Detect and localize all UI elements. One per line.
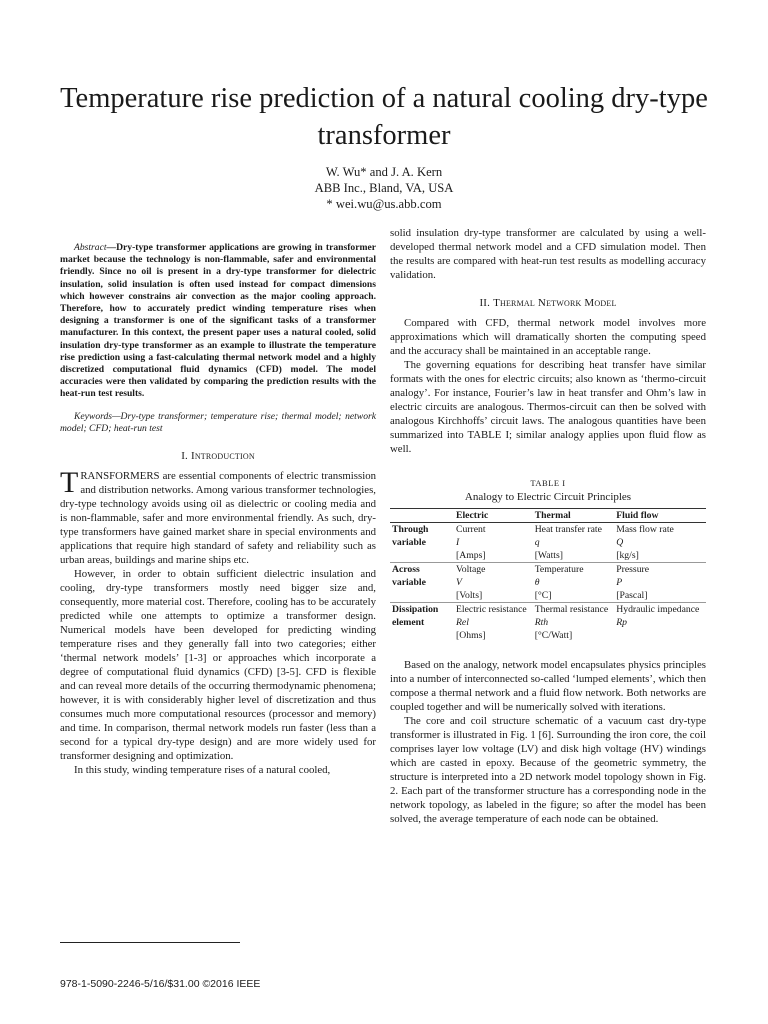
- keywords: Keywords—Dry-type transformer; temperature rise; thermal model; network model; CFD; heat-run test: [60, 410, 376, 434]
- author-email: * wei.wu@us.abb.com: [326, 197, 442, 211]
- thermal-paragraph-3: Based on the analogy, network model encapsulates physics principles into a number of interconnected so-called ‘lumped elements’, which then compose a thermal network and a fluid flow network. Both networks are coupled together and will be numerically solved with iterations.: [390, 659, 706, 713]
- author-block: [0, 164, 768, 212]
- table-header: Electric: [454, 509, 533, 523]
- continued-paragraph: solid insulation dry-type transformer are calculated by using a well-developed thermal network model and a CFD simulation model. Then the results are compared with heat-run test results as modelling accuracy validation.: [390, 227, 706, 281]
- intro-paragraph-2: However, in order to obtain sufficient dielectric insulation and cooling, dry-type transformers mostly need bigger size and, consequently, more material cost. Therefore, cooling has to be accurately predicted while one attempts to optimize a transformer design. Numerical models have been developed for predicting winding temperature rises and they generally fall into two categories; either ‘thermal network models’ [1-3] or approaches which incorporate a degree of computational fluid dynamics (CFD) [3-5]. CFD is flexible and can reveal more details of the occurring thermodynamic phenomena; however, it is with considerably higher level of discretization and thus consumes much more computational resources (processor and memory) and time. In comparison, thermal network models run faster (less than a second for a typical dry-type design) and are more widely used for transformer designing and optimization.: [60, 568, 376, 763]
- footnote-divider: [60, 942, 240, 943]
- table-header: Fluid flow: [614, 509, 706, 523]
- table-cell: Mass flow rate Q [kg/s]: [616, 524, 674, 561]
- thermal-paragraph-4: The core and coil structure schematic of a vacuum cast dry-type transformer is illustrated in Fig. 1 [6]. Surrounding the iron core, the coil comprises layer low voltage (LV) and disk high voltage (HV) windings which are casted in epoxy. Because of the geometric symmetry, the structure is interpreted into a 2D network model topology shown in Fig. 2. Each part of the transformer structure has a corresponding node in the network topology, as labeled in the figure; so after the model has been solved, the average temperature of each node can be obtained.: [390, 715, 706, 825]
- intro-paragraph-3: In this study, winding temperature rises of a natural cooled,: [74, 764, 331, 777]
- author-names: W. Wu* and J. A. Kern: [325, 165, 443, 179]
- table-header: [390, 509, 454, 523]
- table-cell: Current I [Amps]: [456, 524, 486, 561]
- section-number: I.: [181, 450, 189, 463]
- abstract-label: Abstract: [74, 242, 107, 253]
- table-cell: Electric resistance Rel [Ohms]: [456, 604, 527, 641]
- author-affiliation: ABB Inc., Bland, VA, USA: [314, 181, 454, 195]
- intro-paragraph-1-text: RANSFORMERS are essential components of electric transmission and distribution networks. Among various transformer technologies, dry-type technology avoids using oil as dielectric or cooling media and is non-flammable, safer and more environmental friendly. As such, dry-type transformers have gained market share in special environments and applications that require high standard of safety and reliability such as urban areas, buildings and marine ships etc.: [60, 470, 376, 567]
- table-row: [390, 563, 706, 603]
- abstract-text: —Dry-type transformer applications are growing in transformer market because the technology is non-flammable, safer and environmental friendly. Since no oil is present in a dry-type transformer for dielectric insulation, solid insulation is often used instead for compact dimensions which however constrains air convection as the major cooling approach. Therefore, how to accurately predict winding temperature rises when designing a transformer is one of the significant tasks of a transformer manufacturer. In this context, the present paper uses a natural cooled, solid insulation dry-type transformer as an example to illustrate the temperature rise prediction using a fast-calculating thermal network model and a highly discretized computational fluid dynamics (CFD) model. The model accuracies were then validated by comparing the prediction results with the heat-run test results.: [60, 242, 376, 400]
- intro-paragraph-1: [60, 466, 376, 567]
- left-column: [60, 242, 376, 777]
- table-cell: Voltage V [Volts]: [456, 564, 486, 601]
- table-label: TABLE I: [530, 478, 566, 488]
- table-cell: Temperature θ [°C]: [534, 564, 584, 601]
- table-caption: Analogy to Electric Circuit Principles: [464, 491, 632, 503]
- section-title: Thermal Network Model: [493, 297, 617, 309]
- paper-title: Temperature rise prediction of a natural cooling dry-type transformer: [60, 83, 708, 151]
- table-cell: Pressure P [Pascal]: [616, 564, 650, 601]
- analogy-table: [390, 508, 706, 642]
- section-title: Introduction: [190, 450, 255, 463]
- table-cell: Heat transfer rate q [Watts]: [534, 524, 602, 561]
- row-head: Through variable: [392, 524, 429, 548]
- table-cell: Hydraulic impedance Rp: [616, 604, 700, 628]
- row-head: Dissipation element: [392, 604, 439, 628]
- table-row: [390, 523, 706, 563]
- table-cell: Thermal resistance Rth [°C/Watt]: [534, 604, 609, 641]
- section-heading-thermal-network: [390, 296, 706, 310]
- table-header: Thermal: [533, 509, 615, 523]
- section-heading-introduction: [60, 449, 376, 463]
- copyright-footer: 978-1-5090-2246-5/16/$31.00 ©2016 IEEE: [60, 978, 261, 990]
- section-number: II.: [479, 297, 491, 309]
- thermal-paragraph-1: Compared with CFD, thermal network model involves more approximations which will dramatically shorten the computing speed and the accuracy shall be maintained in an acceptable range.: [390, 317, 706, 357]
- right-column: [390, 226, 706, 826]
- abstract: [60, 242, 376, 401]
- table-row: [390, 603, 706, 643]
- row-head: Across variable: [392, 564, 426, 588]
- drop-cap: T: [60, 466, 79, 500]
- thermal-paragraph-2: The governing equations for describing heat transfer have similar formats with the ones for electric circuits; also known as ‘thermo-circuit analogy’. For instance, Fourier’s law in heat transfer and Ohm’s law in electric circuits are analogous. Thermos-circuit can then be solved with analogous Kirchhoffs’ circuit laws. The analogous quantities have been summarized into TABLE I; similar analogy applies upon fluid flow as well.: [390, 359, 706, 455]
